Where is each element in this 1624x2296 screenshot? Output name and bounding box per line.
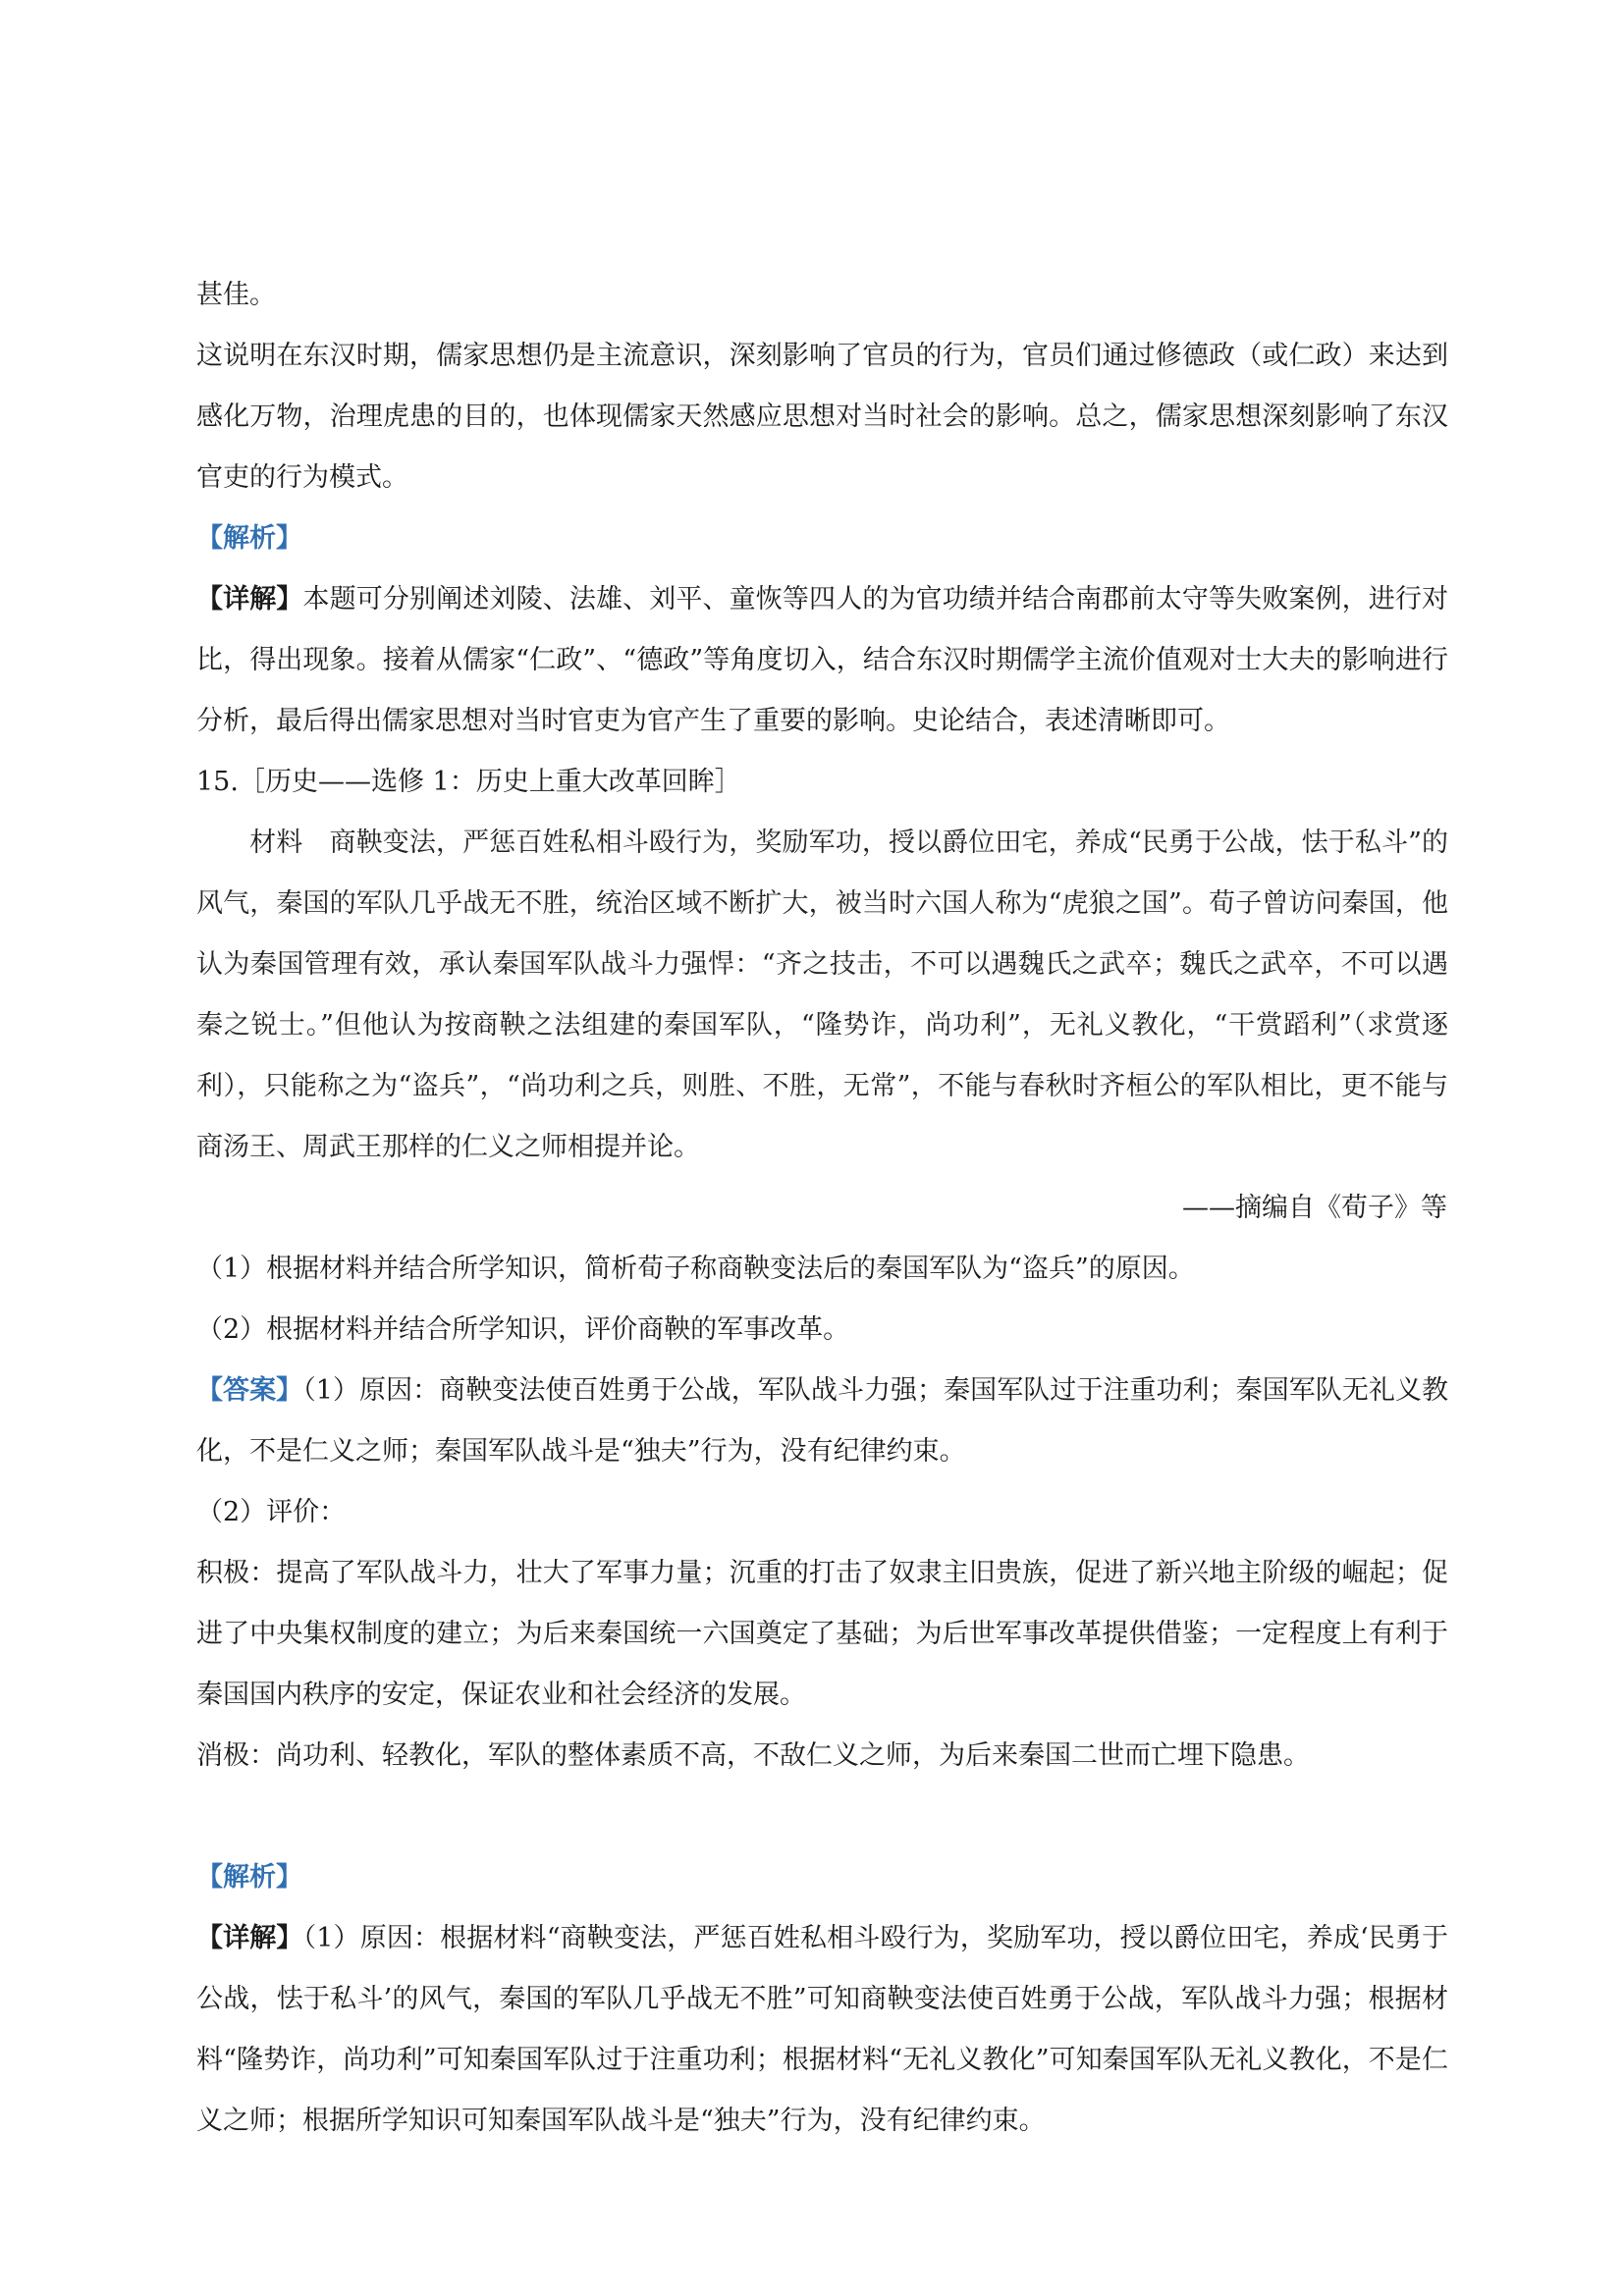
answer-2-heading: （2）评价：: [196, 1497, 347, 1527]
material-block: [196, 813, 1448, 1178]
question-15-2: （2）根据材料并结合所学知识，评价商鞅的军事改革。: [196, 1314, 850, 1345]
paragraph-conclusion-end: 甚佳。: [196, 280, 276, 310]
detail-paragraph-1: [196, 569, 1448, 752]
material-source: ——摘编自《荀子》等: [1182, 1193, 1447, 1223]
answer-paragraph-1: [196, 1361, 1448, 1482]
question-15-title: 15.［历史——选修 1：历史上重大改革回眸］: [196, 767, 741, 797]
analysis-heading-2: [196, 1847, 1448, 1908]
answer-negative: 消极：尚功利、轻教化，军队的整体素质不高，不敌仁义之师，为后来秦国二世而亡埋下隐患。: [196, 1740, 1310, 1771]
detail-tag-2: 【详解】: [196, 1923, 303, 1953]
question-15-1: （1）根据材料并结合所学知识，简析荀子称商鞅变法后的秦国军队为“盗兵”的原因。: [196, 1254, 1195, 1284]
answer-1-text: （1）原因：商鞅变法使百姓勇于公战，军队战斗力强；秦国军队过于注重功利；秦国军队无礼义教化，不是仁义之师；秦国军队战斗是“独夫”行为，没有纪律约束。: [196, 1375, 1448, 1467]
detail-text: 本题可分别阐述刘陵、法雄、刘平、童恢等四人的为官功绩并结合南郡前太守等失败案例，进行对比，得出现象。接着从儒家“仁政”、“德政”等角度切入，结合东汉时期儒学主流价值观对士大夫的影响进行分析，最后得出儒家思想对当时官吏为官产生了重要的影响。史论结合，表述清晰即可。: [196, 584, 1449, 736]
detail-paragraph-2: [196, 1908, 1448, 2152]
analysis-tag: 【解析】: [196, 523, 302, 554]
material-label: 材料: [249, 828, 303, 858]
detail-2-text: （1）原因：根据材料“商鞅变法，严惩百姓私相斗殴行为，奖励军功，授以爵位田宅，养成‘民勇于公战，怯于私斗’的风气，秦国的军队几乎战无不胜”可知商鞅变法使百姓勇于公战，军队战斗力强；根据材料“隆势诈，尚功利”可知秦国军队过于注重功利；根据材料“无礼义教化”可知秦国军队无礼义教化，不是仁义之师；根据所学知识可知秦国军队战斗是“独夫”行为，没有纪律约束。: [196, 1923, 1448, 2136]
analysis-tag-2: 【解析】: [196, 1862, 302, 1893]
analysis-heading-1: [196, 508, 1448, 569]
answer-positive: 积极：提高了军队战斗力，壮大了军事力量；沉重的打击了奴隶主旧贵族，促进了新兴地主阶级的崛起；促进了中央集权制度的建立；为后来秦国统一六国奠定了基础；为后世军事改革提供借鉴；一定程度上有利于秦国国内秩序的安定，保证农业和社会经济的发展。: [196, 1558, 1448, 1710]
answer-tag: 【答案】: [196, 1375, 303, 1406]
detail-tag: 【详解】: [196, 584, 303, 614]
material-text: 商鞅变法，严惩百姓私相斗殴行为，奖励军功，授以爵位田宅，养成“民勇于公战，怯于私斗”的风气，秦国的军队几乎战无不胜，统治区域不断扩大，被当时六国人称为“虎狼之国”。荀子曾访问秦国，他认为秦国管理有效，承认秦国军队战斗力强悍：“齐之技击，不可以遇魏氏之武卒；魏氏之武卒，不可以遇秦之锐士。”但他认为按商鞅之法组建的秦国军队，“隆势诈，尚功利”，无礼义教化，“干赏蹈利”（求赏逐利），只能称之为“盗兵”，“尚功利之兵，则胜、不胜，无常”，不能与春秋时齐桓公的军队相比，更不能与商汤王、周武王那样的仁义之师相提并论。: [196, 828, 1449, 1162]
paragraph-summary: 这说明在东汉时期，儒家思想仍是主流意识，深刻影响了官员的行为，官员们通过修德政（或仁政）来达到感化万物，治理虎患的目的，也体现儒家天然感应思想对当时社会的影响。总之，儒家思想深刻影响了东汉官吏的行为模式。: [196, 341, 1448, 493]
